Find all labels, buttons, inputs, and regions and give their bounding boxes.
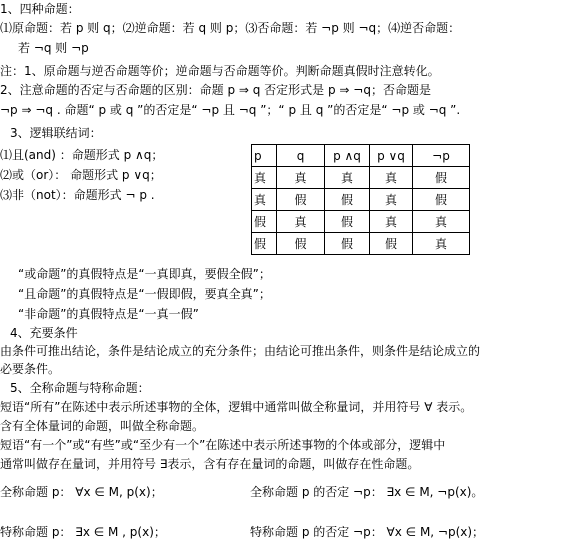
section4-heading: 4、充要条件 xyxy=(10,326,78,340)
table-row xyxy=(252,233,470,255)
section5-line4: 通常叫做存在量词，并用符号 ∃表示，含有存在量词的命题，叫做存在性命题。 xyxy=(0,457,420,471)
table-cell: 真 xyxy=(252,167,277,189)
truth-table-header xyxy=(252,145,470,167)
existential-proposition: 特称命题 p： ∃x ∈ M , p(x)； xyxy=(0,525,166,539)
table-row xyxy=(252,189,470,211)
table-row xyxy=(252,211,470,233)
truth-table xyxy=(251,144,470,255)
table-cell: 假 xyxy=(325,211,370,233)
section1-line2: 若 ¬q 则 ¬p xyxy=(18,41,89,55)
table-cell: 假 xyxy=(252,233,277,255)
table-cell: 假 xyxy=(413,189,470,211)
table-cell: 真 xyxy=(277,167,325,189)
or-item: ⑵或（or）： 命题形式 p ∨q； xyxy=(0,168,162,182)
existential-negation: 特称命题 p 的否定 ¬p： ∀x ∈ M, ¬p(x)； xyxy=(250,525,485,539)
section1-line1: ⑴原命题：若 p 则 q；⑵逆命题：若 q 则 p；⑶否命题：若 ¬p 则 ¬q；⑷逆否命题： xyxy=(0,21,461,35)
table-cell: 真 xyxy=(252,189,277,211)
universal-negation: 全称命题 p 的否定 ¬p： ∃x ∈ M, ¬p(x)。 xyxy=(250,485,484,499)
table-cell: 假 xyxy=(277,233,325,255)
section5-line2: 含有全体量词的命题，叫做全称命题。 xyxy=(0,419,205,433)
table-cell: 假 xyxy=(277,189,325,211)
header-cell: p ∧q xyxy=(325,145,370,167)
or-characteristic: “或命题”的真假特点是“一真即真，要假全假”； xyxy=(18,267,271,281)
not-characteristic: “非命题”的真假特点是“一真一假” xyxy=(18,307,199,321)
section2-line1: 2、注意命题的否定与否命题的区别：命题 p ⇒ q 否定形式是 p ⇒ ¬q；否命题是 xyxy=(0,83,431,97)
table-cell: 假 xyxy=(325,233,370,255)
table-cell: 真 xyxy=(325,167,370,189)
section1-note: 注：1、原命题与逆否命题等价；逆命题与否命题等价。判断命题真假时注意转化。 xyxy=(0,64,440,78)
header-cell: p xyxy=(252,145,277,167)
not-item: ⑶非（not）：命题形式 ¬ p . xyxy=(0,188,155,202)
table-cell: 真 xyxy=(370,167,413,189)
table-row xyxy=(252,167,470,189)
table-cell: 真 xyxy=(413,211,470,233)
section5-line1: 短语“所有”在陈述中表示所述事物的全体，逻辑中通常叫做全称量词，并用符号 ∀ 表示。 xyxy=(0,400,473,414)
table-cell: 假 xyxy=(413,167,470,189)
section4-line2: 必要条件。 xyxy=(0,362,61,376)
header-cell: q xyxy=(277,145,325,167)
table-cell: 假 xyxy=(252,211,277,233)
header-cell: ¬p xyxy=(413,145,470,167)
and-characteristic: “且命题”的真假特点是“一假即假，要真全真”； xyxy=(18,287,271,301)
section4-line1: 由条件可推出结论，条件是结论成立的充分条件；由结论可推出条件，则条件是结论成立的 xyxy=(0,344,481,358)
table-cell: 真 xyxy=(370,211,413,233)
universal-proposition: 全称命题 p： ∀x ∈ M, p(x)； xyxy=(0,485,163,499)
header-cell: p ∨q xyxy=(370,145,413,167)
and-item: ⑴且(and) ：命题形式 p ∧q； xyxy=(0,148,164,162)
section2-line2: ¬p ⇒ ¬q . 命题“ p 或 q ”的否定是“ ¬p 且 ¬q ”；“ p 且 q ”的否定是“ ¬p 或 ¬q ”. xyxy=(0,103,461,117)
section1-heading: 1、四种命题： xyxy=(0,2,80,16)
table-cell: 真 xyxy=(413,233,470,255)
table-cell: 假 xyxy=(325,189,370,211)
section5-line3: 短语“有一个”或“有些”或“至少有一个”在陈述中表示所述事物的个体或部分，逻辑中 xyxy=(0,438,446,452)
section5-heading: 5、全称命题与特称命题： xyxy=(10,381,150,395)
table-cell: 假 xyxy=(370,233,413,255)
table-cell: 真 xyxy=(277,211,325,233)
table-cell: 真 xyxy=(370,189,413,211)
section3-heading: 3、逻辑联结词： xyxy=(10,126,102,140)
